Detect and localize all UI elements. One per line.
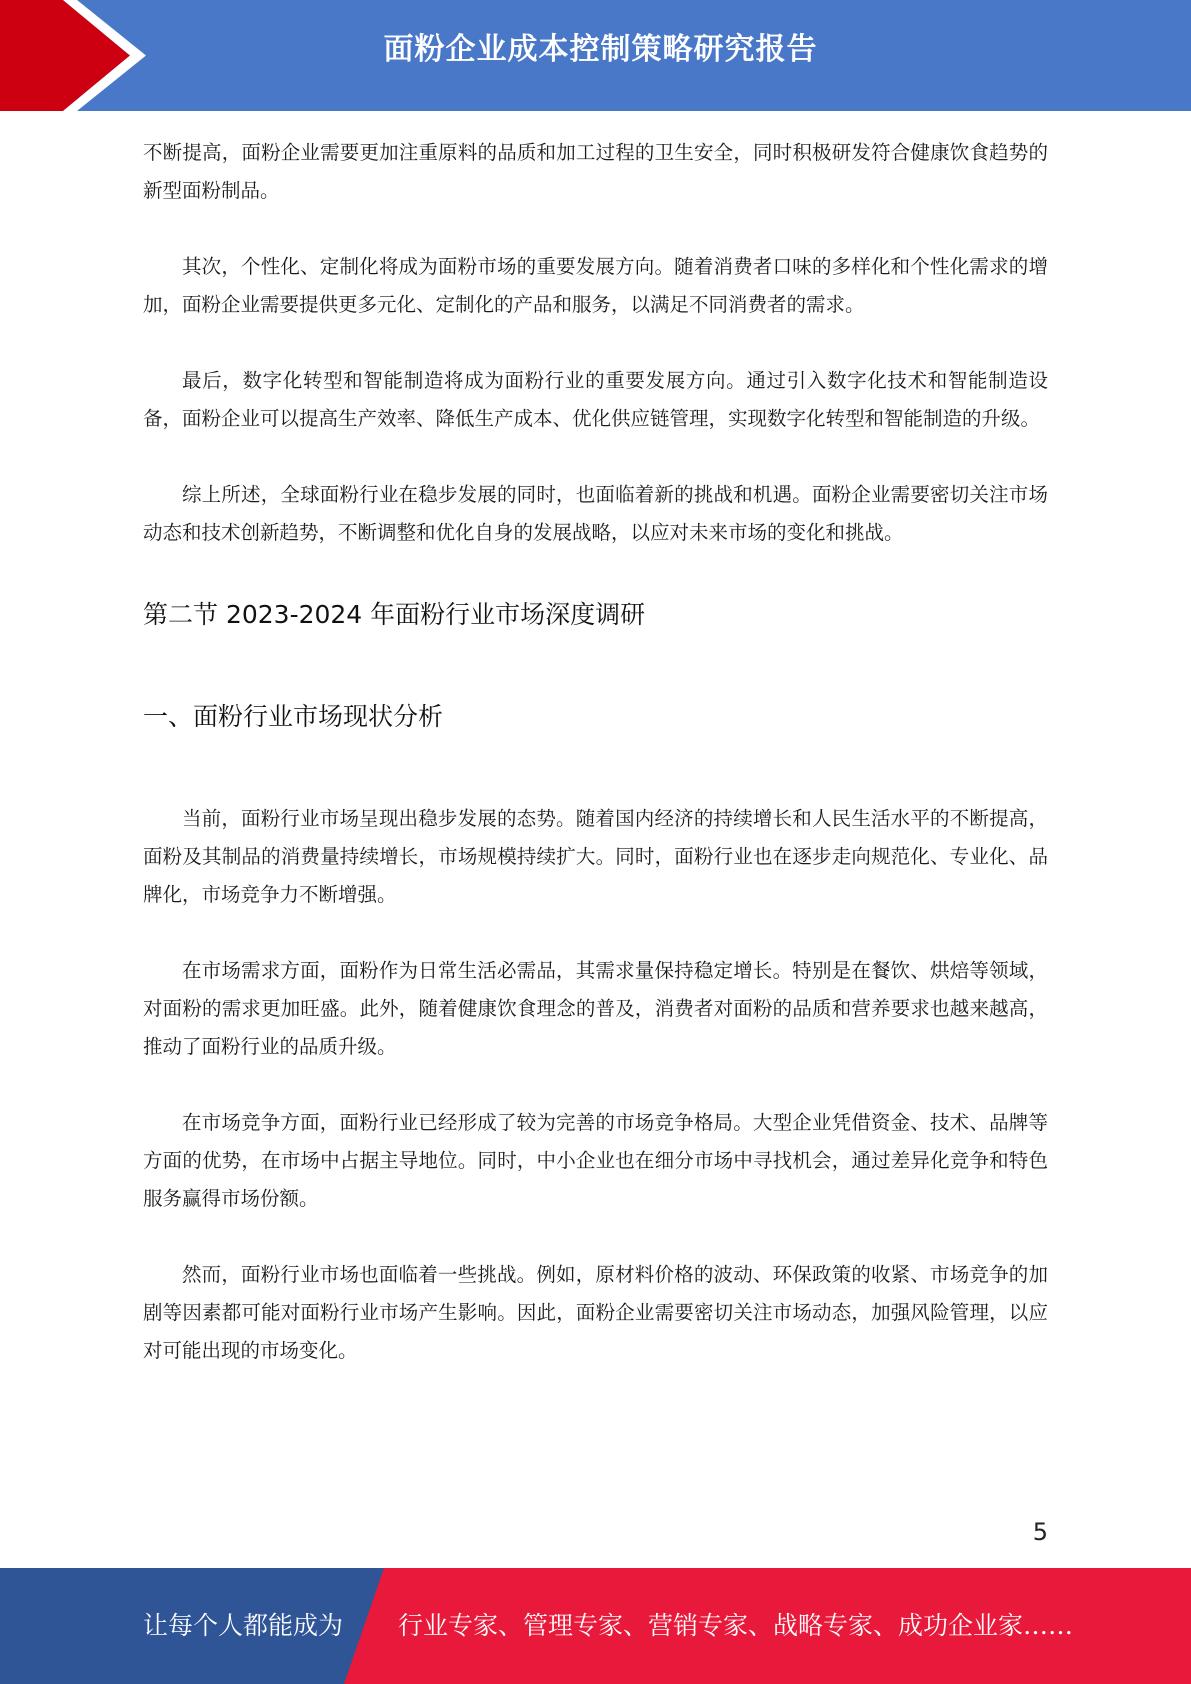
footer-band [0,1568,1191,1684]
page-number: 5 [1032,1518,1048,1546]
header-chevron-decoration [0,0,160,111]
document-title: 面粉企业成本控制策略研究报告 [383,32,818,67]
section-heading: 第二节 2023-2024 年面粉行业市场深度调研 [143,600,646,629]
paragraph-4: 综上所述，全球面粉行业在稳步发展的同时，也面临着新的挑战和机遇。面粉企业需要密切关注市场动态和技术创新趋势，不断调整和优化自身的发展战略，以应对未来市场的变化和挑战。 [143,483,1048,544]
paragraph-3: 最后，数字化转型和智能制造将成为面粉行业的重要发展方向。通过引入数字化技术和智能制造设备，面粉企业可以提高生产效率、降低生产成本、优化供应链管理，实现数字化转型和智能制造的升级。 [143,369,1048,430]
paragraph-8: 然而，面粉行业市场也面临着一些挑战。例如，原材料价格的波动、环保政策的收紧、市场竞争的加剧等因素都可能对面粉行业市场产生影响。因此，面粉企业需要密切关注市场动态，加强风险管理，以应对可能出现的市场变化。 [143,1263,1048,1362]
header-band [0,0,1191,111]
footer-slogan-left: 让每个人都能成为 [143,1611,344,1640]
paragraph-5: 当前，面粉行业市场呈现出稳步发展的态势。随着国内经济的持续增长和人民生活水平的不断提高，面粉及其制品的消费量持续增长，市场规模持续扩大。同时，面粉行业也在逐步走向规范化、专业化、品牌化，市场竞争力不断增强。 [143,807,1048,906]
footer-slogan-right: 行业专家、管理专家、营销专家、战略专家、成功企业家…… [398,1611,1074,1640]
subsection-heading: 一、面粉行业市场现状分析 [143,702,444,731]
paragraph-7: 在市场竞争方面，面粉行业已经形成了较为完善的市场竞争格局。大型企业凭借资金、技术、品牌等方面的优势，在市场中占据主导地位。同时，中小企业也在细分市场中寻找机会，通过差异化竞争和特色服务赢得市场份额。 [143,1111,1048,1210]
paragraph-6: 在市场需求方面，面粉作为日常生活必需品，其需求量保持稳定增长。特别是在餐饮、烘焙等领域，对面粉的需求更加旺盛。此外，随着健康饮食理念的普及，消费者对面粉的品质和营养要求也越来越高，推动了面粉行业的品质升级。 [143,959,1048,1058]
paragraph-1: 不断提高，面粉企业需要更加注重原料的品质和加工过程的卫生安全，同时积极研发符合健康饮食趋势的新型面粉制品。 [143,141,1048,202]
paragraph-2: 其次，个性化、定制化将成为面粉市场的重要发展方向。随着消费者口味的多样化和个性化需求的增加，面粉企业需要提供更多元化、定制化的产品和服务，以满足不同消费者的需求。 [143,255,1048,316]
page-content [143,134,1048,1370]
